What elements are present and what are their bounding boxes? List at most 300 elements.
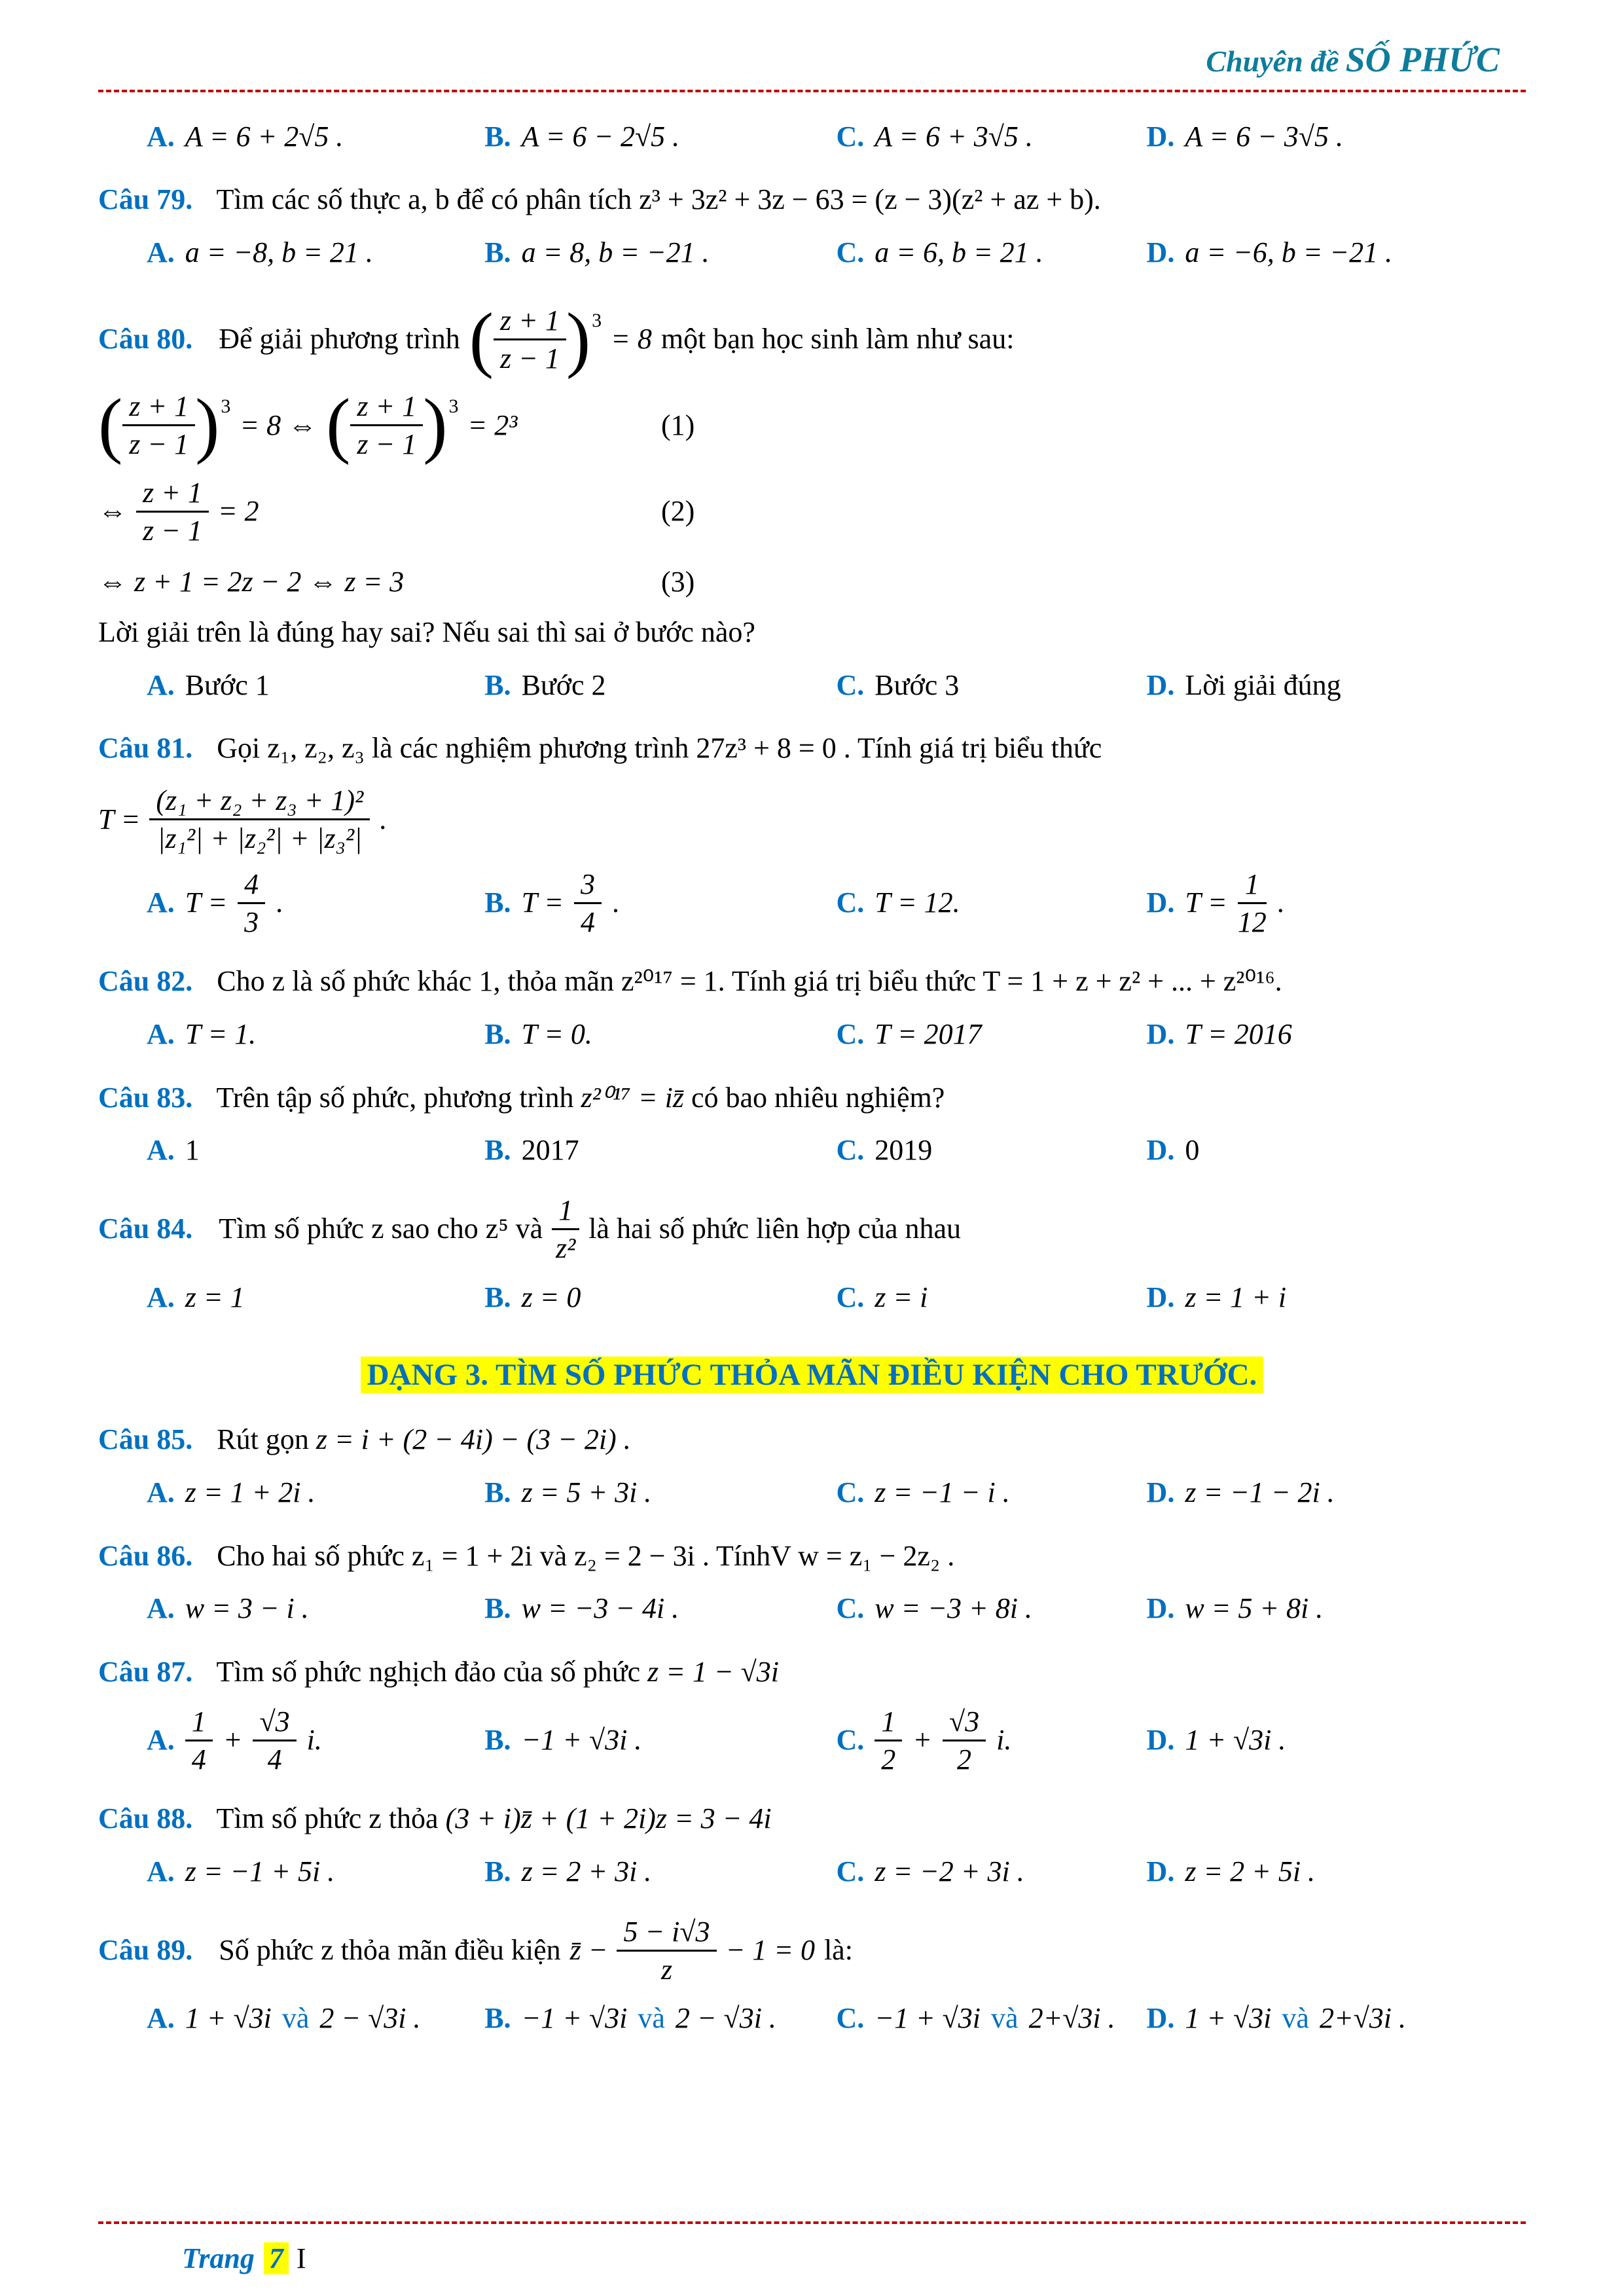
- answer-option: [147, 233, 484, 273]
- question-body-before: Tìm số phức z thỏa: [216, 1802, 439, 1835]
- answer-text: z = 1 + 2i .: [185, 1476, 316, 1508]
- left-paren: (: [469, 298, 494, 380]
- answer-label: B.: [484, 1281, 511, 1313]
- answer-text: A = 6 − 2√5 .: [521, 120, 680, 153]
- fraction-numerator: 5 − i√3: [617, 1916, 716, 1952]
- question-follow-up: [98, 613, 1526, 653]
- follow-up-text: Lời giải trên là đúng hay sai? Nếu sai thì sai ở bước nào?: [98, 615, 755, 648]
- answer-label: D.: [1146, 1134, 1175, 1167]
- answer-label: D.: [1146, 886, 1175, 919]
- step-tag: (1): [661, 409, 695, 441]
- answer-option: [147, 1705, 484, 1776]
- answer-label: D.: [1146, 1476, 1175, 1508]
- fraction: [122, 390, 195, 461]
- question-body-before: Để giải phương trình: [219, 323, 460, 355]
- answer-label: B.: [484, 1724, 511, 1757]
- fraction: [149, 784, 370, 855]
- answer-text: z = −2 + 3i .: [875, 1855, 1024, 1888]
- question-body: Gọi z₁, z₂, z₃ là các nghiệm phương trình 27z³ + 8 = 0 . Tính giá trị biểu thức: [217, 732, 1102, 765]
- question-89: [98, 1916, 1526, 2039]
- fraction-denominator: z − 1: [129, 428, 189, 461]
- exponent: 3: [592, 309, 602, 331]
- question-80: [98, 298, 1526, 706]
- answer-label: B.: [484, 1017, 511, 1050]
- fraction-numerator: 1: [552, 1194, 579, 1230]
- question-math: z = i + (2 − 4i) − (3 − 2i) .: [316, 1423, 631, 1456]
- question-line: [98, 298, 1526, 380]
- answer-text: 1: [185, 1134, 200, 1167]
- fraction-numerator: 3: [574, 868, 602, 904]
- right-paren: ): [566, 298, 591, 380]
- answer-label: D.: [1146, 668, 1175, 701]
- exponent: 3: [221, 395, 231, 418]
- answer-option: [484, 1721, 836, 1760]
- answer-text: 2017: [521, 1134, 579, 1167]
- answer-and: và: [1282, 2002, 1309, 2035]
- answer-label: B.: [484, 1855, 511, 1888]
- question-label: Câu 83.: [98, 1081, 193, 1114]
- answer-option: [484, 1473, 836, 1513]
- question-82-answers: [98, 1015, 1526, 1055]
- fraction: [552, 1194, 579, 1265]
- answer-label: C.: [836, 1281, 865, 1313]
- answer-label: B.: [484, 2002, 511, 2035]
- answer-option: [147, 1278, 484, 1318]
- question-86-answers: [98, 1589, 1526, 1629]
- answer-option: [836, 1131, 1146, 1171]
- question-math: (3 + i)z̄ + (1 + 2i)z = 3 − 4i: [445, 1802, 772, 1835]
- formula-end: .: [379, 803, 387, 835]
- answer-end: .: [276, 886, 283, 919]
- answer-and: và: [281, 2002, 310, 2035]
- answer-text: z = 5 + 3i .: [521, 1476, 652, 1508]
- answer-option: [836, 1705, 1146, 1776]
- page-footer: [182, 2239, 306, 2279]
- question-line: [98, 1537, 1526, 1576]
- document-title: [1206, 40, 1500, 79]
- fraction-numerator: 1: [1238, 868, 1267, 904]
- answer-text: z = −1 − i .: [875, 1476, 1010, 1508]
- answer-text: Lời giải đúng: [1185, 668, 1341, 701]
- answer-text: z = 0: [521, 1281, 581, 1313]
- question-line: [98, 729, 1526, 769]
- step-tag: (2): [661, 495, 695, 528]
- answer-option: [484, 233, 836, 273]
- answer-end: i.: [306, 1724, 322, 1757]
- question-label: Câu 80.: [98, 323, 193, 355]
- answer-lead: T =: [1185, 886, 1227, 919]
- answer-text: a = −8, b = 21 .: [185, 236, 373, 268]
- fraction-denominator: 4: [580, 905, 595, 938]
- footer-mark: I: [296, 2242, 306, 2275]
- answer-text: z = 2 + 3i .: [521, 1855, 652, 1888]
- question-88: [98, 1799, 1526, 1891]
- question-78-answers: [98, 117, 1526, 157]
- answer-option: [147, 1473, 484, 1513]
- answer-option: [1147, 1999, 1526, 2039]
- fraction-denominator: 4: [191, 1743, 206, 1776]
- question-math: z²⁰¹⁷ = iz̄: [581, 1081, 684, 1114]
- question-label: Câu 88.: [98, 1802, 193, 1835]
- answer-text: w = −3 + 8i .: [875, 1592, 1032, 1625]
- question-line: [98, 1420, 1526, 1460]
- question-82: [98, 962, 1526, 1054]
- answer-label: C.: [836, 1476, 865, 1508]
- left-paren: (: [98, 384, 123, 466]
- derivation-math: [98, 562, 661, 602]
- fraction-denominator: z: [660, 1954, 673, 1986]
- answer-text: z = −1 − 2i .: [1185, 1476, 1335, 1508]
- fraction-denominator: 4: [267, 1743, 282, 1776]
- answer-text: T = 2017: [875, 1017, 982, 1050]
- answer-label: C.: [836, 1017, 865, 1050]
- answer-text: z = 1 + i: [1185, 1281, 1287, 1313]
- question-80-answers: [98, 666, 1526, 706]
- answer-label: D.: [1146, 1281, 1175, 1313]
- answer-text: 0: [1185, 1134, 1200, 1167]
- answer-label: C.: [836, 1855, 865, 1888]
- answer-label: D.: [1146, 1592, 1175, 1625]
- fraction: [943, 1705, 986, 1776]
- answer-label: D.: [1146, 1017, 1175, 1050]
- question-label: Câu 86.: [98, 1539, 193, 1572]
- answer-part1: 1 + √3i: [185, 2002, 272, 2035]
- question-line: [98, 1078, 1526, 1118]
- question-line: [98, 962, 1526, 1002]
- question-body-before: Tìm số phức nghịch đảo của số phức: [216, 1656, 641, 1688]
- fraction: [494, 304, 566, 375]
- fraction: [1238, 868, 1267, 939]
- answer-option: [1147, 1721, 1526, 1760]
- answer-label: A.: [147, 886, 175, 919]
- answer-label: A.: [147, 1476, 175, 1508]
- fraction-power-expression: [469, 298, 602, 380]
- plus-sign: +: [223, 1724, 243, 1757]
- answer-text: z = i: [875, 1281, 928, 1313]
- answer-option: [484, 1015, 836, 1055]
- answer-text: z = 1: [185, 1281, 245, 1313]
- question-85: [98, 1420, 1526, 1512]
- answer-text: T = 12.: [875, 886, 960, 919]
- title-prefix: Chuyên đề: [1206, 45, 1339, 78]
- fraction-denominator: 2: [881, 1743, 896, 1776]
- answer-option: [836, 1999, 1146, 2039]
- question-line: [98, 180, 1526, 220]
- math-lead: z̄ −: [569, 1934, 608, 1967]
- question-81: [98, 729, 1526, 938]
- answer-option: [484, 1278, 836, 1318]
- answer-lead: T =: [521, 886, 564, 919]
- section-heading-text: DẠNG 3. TÌM SỐ PHỨC THỎA MÃN ĐIỀU KIỆN CHO TRƯỚC.: [361, 1357, 1264, 1393]
- page-header: [98, 35, 1526, 84]
- answer-label: B.: [484, 1476, 511, 1508]
- answer-part1: −1 + √3i: [875, 2002, 981, 2035]
- formula-lead: T =: [98, 803, 141, 835]
- fraction-numerator: z + 1: [122, 390, 195, 426]
- answer-label: D.: [1146, 2002, 1175, 2035]
- answer-label: B.: [484, 886, 511, 919]
- derivation-line-3: [98, 562, 1526, 602]
- answer-text: 1 + √3i .: [1185, 1724, 1286, 1757]
- question-body: Tìm các số thực a, b để có phân tích z³ + 3z² + 3z − 63 = (z − 3)(z² + az + b).: [216, 183, 1101, 216]
- fraction-denominator: z²: [556, 1232, 576, 1265]
- fraction-denominator: z − 1: [357, 428, 417, 461]
- derivation-lead: ⇔: [98, 495, 127, 528]
- footer-divider: [98, 2221, 1526, 2224]
- derivation-text: ⇔ z + 1 = 2z − 2 ⇔ z = 3: [98, 566, 405, 598]
- answer-label: B.: [484, 668, 511, 701]
- answer-label: A.: [147, 1592, 175, 1625]
- right-paren: ): [195, 384, 220, 466]
- answer-text: w = −3 − 4i .: [521, 1592, 679, 1625]
- fraction-power-expression: [326, 384, 459, 466]
- question-label: Câu 89.: [98, 1934, 193, 1967]
- answer-part2: 2 − √3i .: [319, 2002, 421, 2035]
- question-label: Câu 85.: [98, 1423, 193, 1456]
- question-84-answers: [98, 1278, 1526, 1318]
- header-divider: [98, 90, 1526, 92]
- answer-label: A.: [147, 1281, 175, 1313]
- question-89-answers: [98, 1999, 1526, 2039]
- fraction-denominator: z − 1: [500, 342, 560, 374]
- derivation-end: = 2³: [467, 409, 518, 441]
- answer-part2: 2+√3i .: [1319, 2002, 1407, 2035]
- question-body-after: có bao nhiêu nghiệm?: [691, 1081, 945, 1114]
- answer-option: [836, 1589, 1146, 1629]
- question-81-answers: [98, 868, 1526, 939]
- answer-label: C.: [836, 236, 865, 268]
- fraction: [136, 477, 209, 547]
- answer-label: B.: [484, 120, 511, 153]
- answer-option: [484, 1852, 836, 1892]
- question-body-after: là hai số phức liên hợp của nhau: [588, 1212, 962, 1245]
- fraction-numerator: z + 1: [350, 390, 423, 426]
- answer-text: w = 3 − i .: [185, 1592, 309, 1625]
- answer-label: A.: [147, 120, 175, 153]
- fraction-denominator: 12: [1237, 905, 1267, 938]
- question-line: [98, 1799, 1526, 1839]
- answer-text: A = 6 − 3√5 .: [1185, 120, 1343, 153]
- question-85-answers: [98, 1473, 1526, 1513]
- fraction: [574, 868, 602, 939]
- fraction-numerator: z + 1: [494, 304, 566, 340]
- answer-end: .: [1276, 886, 1284, 919]
- fraction: [875, 1705, 902, 1776]
- question-83-answers: [98, 1131, 1526, 1171]
- answer-text: A = 6 + 2√5 .: [185, 120, 344, 153]
- answer-option: [147, 1852, 484, 1892]
- answer-text: A = 6 + 3√5 .: [875, 120, 1033, 153]
- fraction-numerator: 1: [875, 1705, 902, 1741]
- answer-option: [1147, 1131, 1526, 1171]
- question-body-before: Tìm số phức z sao cho z⁵ và: [219, 1212, 543, 1245]
- derivation-line-1: [98, 384, 1526, 466]
- derivation-math: [98, 477, 661, 547]
- question-87-answers: [98, 1705, 1526, 1776]
- answer-option: [147, 117, 484, 157]
- answer-option: [836, 883, 1146, 923]
- derivation-line-2: [98, 477, 1526, 547]
- question-79-answers: [98, 233, 1526, 273]
- answer-text: w = 5 + 8i .: [1185, 1592, 1324, 1625]
- answer-label: C.: [836, 120, 865, 153]
- answer-option: [484, 1999, 836, 2039]
- answer-text: T = 0.: [521, 1017, 592, 1050]
- answer-text: a = 8, b = −21 .: [521, 236, 710, 268]
- answer-label: B.: [484, 236, 511, 268]
- fraction-numerator: 1: [185, 1705, 213, 1741]
- plus-sign: +: [912, 1724, 932, 1757]
- question-79: [98, 180, 1526, 272]
- question-87: [98, 1652, 1526, 1776]
- question-label: Câu 82.: [98, 965, 193, 998]
- fraction: [350, 390, 423, 461]
- answer-option: [1147, 1852, 1526, 1892]
- title-main: SỐ PHỨC: [1345, 40, 1500, 79]
- fraction-power-expression: [98, 384, 231, 466]
- answer-label: D.: [1146, 120, 1175, 153]
- answer-option: [1147, 1278, 1526, 1318]
- fraction-numerator: √3: [253, 1705, 296, 1741]
- answer-option: [484, 666, 836, 706]
- answer-label: A.: [147, 1724, 175, 1757]
- answer-text: T = 2016: [1185, 1017, 1292, 1050]
- equation-tail: = 8: [611, 323, 652, 355]
- answer-label: A.: [147, 2002, 175, 2035]
- answer-label: D.: [1146, 236, 1175, 268]
- formula-math: [98, 784, 661, 855]
- answer-text: z = 2 + 5i .: [1185, 1855, 1316, 1888]
- answer-option: [484, 868, 836, 939]
- answer-and: và: [638, 2002, 665, 2035]
- question-label: Câu 79.: [98, 183, 193, 216]
- question-body-before: Rút gọn: [217, 1423, 309, 1456]
- answer-option: [147, 1131, 484, 1171]
- question-line: [98, 1194, 1526, 1265]
- answer-text: a = 6, b = 21 .: [875, 236, 1043, 268]
- fraction: [617, 1916, 716, 1986]
- answer-option: [1147, 117, 1526, 157]
- fraction-denominator: 3: [244, 905, 259, 938]
- answer-label: D.: [1146, 1855, 1175, 1888]
- answer-label: C.: [836, 886, 865, 919]
- fraction: [253, 1705, 296, 1776]
- step-tag: (3): [661, 566, 695, 598]
- footer-page-number: 7: [264, 2242, 289, 2274]
- answer-part2: 2 − √3i .: [675, 2002, 776, 2035]
- answer-text: a = −6, b = −21 .: [1185, 236, 1393, 268]
- answer-option: [484, 1589, 836, 1629]
- answer-option: [484, 117, 836, 157]
- answer-option: [1147, 868, 1526, 939]
- answer-option: [836, 1473, 1146, 1513]
- answer-option: [1147, 233, 1526, 273]
- right-paren: ): [423, 384, 448, 466]
- question-83: [98, 1078, 1526, 1171]
- answer-option: [484, 1131, 836, 1171]
- answer-part1: 1 + √3i: [1185, 2002, 1272, 2035]
- answer-label: A.: [147, 668, 175, 701]
- answer-and: và: [991, 2002, 1019, 2035]
- question-label: Câu 87.: [98, 1656, 193, 1688]
- display-formula: [98, 784, 1526, 855]
- question-body-before: Số phức z thỏa mãn điều kiện: [219, 1934, 561, 1967]
- answer-option: [1147, 1473, 1526, 1513]
- section-heading: [98, 1354, 1526, 1396]
- answer-option: [836, 117, 1146, 157]
- fraction-numerator: 4: [238, 868, 265, 904]
- answer-text: Bước 1: [185, 668, 270, 701]
- fraction-denominator: |z₁²| + |z₂²| + |z₃²|: [157, 822, 363, 855]
- answer-label: B.: [484, 1592, 511, 1625]
- fraction-numerator: (z₁ + z₂ + z₃ + 1)²: [149, 784, 370, 820]
- answer-option: [836, 1852, 1146, 1892]
- answer-label: B.: [484, 1134, 511, 1167]
- answer-text: Bước 3: [875, 668, 960, 701]
- answer-option: [1147, 1589, 1526, 1629]
- fraction-numerator: z + 1: [136, 477, 209, 513]
- answer-label: C.: [836, 1592, 865, 1625]
- left-paren: (: [326, 384, 351, 466]
- answer-part1: −1 + √3i: [521, 2002, 628, 2035]
- answer-option: [836, 233, 1146, 273]
- answer-label: A.: [147, 236, 175, 268]
- answer-label: C.: [836, 1724, 865, 1757]
- derivation-mid: = 8 ⇔: [240, 409, 317, 441]
- answer-part2: 2+√3i .: [1028, 2002, 1115, 2035]
- answer-end: .: [611, 886, 619, 919]
- answer-label: C.: [836, 1134, 865, 1167]
- derivation-end: = 2: [217, 495, 259, 528]
- answer-text: T = 1.: [185, 1017, 257, 1050]
- footer-page-label: Trang: [182, 2242, 255, 2275]
- question-line: [98, 1652, 1526, 1692]
- answer-text: −1 + √3i .: [521, 1724, 642, 1757]
- answer-lead: T =: [185, 886, 228, 919]
- answer-label: C.: [836, 2002, 865, 2035]
- answer-label: A.: [147, 1134, 175, 1167]
- question-body: Cho z là số phức khác 1, thỏa mãn z²⁰¹⁷ = 1. Tính giá trị biểu thức T = 1 + z + z² + ... + z²⁰¹⁶.: [217, 965, 1282, 998]
- question-label: Câu 81.: [98, 732, 193, 765]
- question-label: Câu 84.: [98, 1212, 193, 1245]
- fraction: [238, 868, 265, 939]
- fraction-denominator: z − 1: [143, 515, 202, 547]
- answer-label: D.: [1146, 1724, 1175, 1757]
- answer-option: [147, 666, 484, 706]
- question-84: [98, 1194, 1526, 1317]
- answer-label: A.: [147, 1855, 175, 1888]
- answer-option: [147, 1999, 484, 2039]
- question-math: z = 1 − √3i: [647, 1656, 780, 1688]
- answer-option: [147, 1589, 484, 1629]
- exponent: 3: [448, 395, 459, 418]
- question-line: [98, 1916, 1526, 1986]
- fraction: [185, 1705, 213, 1776]
- answer-option: [147, 1015, 484, 1055]
- answer-option: [1147, 666, 1526, 706]
- math-end: − 1 = 0: [725, 1934, 815, 1967]
- question-88-answers: [98, 1852, 1526, 1892]
- question-body: Cho hai số phức z₁ = 1 + 2i và z₂ = 2 − 3i . TínhV w = z₁ − 2z₂ .: [217, 1539, 955, 1572]
- question-body-before: Trên tập số phức, phương trình: [216, 1081, 574, 1114]
- answer-end: i.: [996, 1724, 1012, 1757]
- answer-text: Bước 2: [521, 668, 606, 701]
- answer-text: 2019: [875, 1134, 933, 1167]
- answer-option: [836, 666, 1146, 706]
- answer-option: [1147, 1015, 1526, 1055]
- answer-label: C.: [836, 668, 865, 701]
- question-body-after: là:: [823, 1934, 853, 1967]
